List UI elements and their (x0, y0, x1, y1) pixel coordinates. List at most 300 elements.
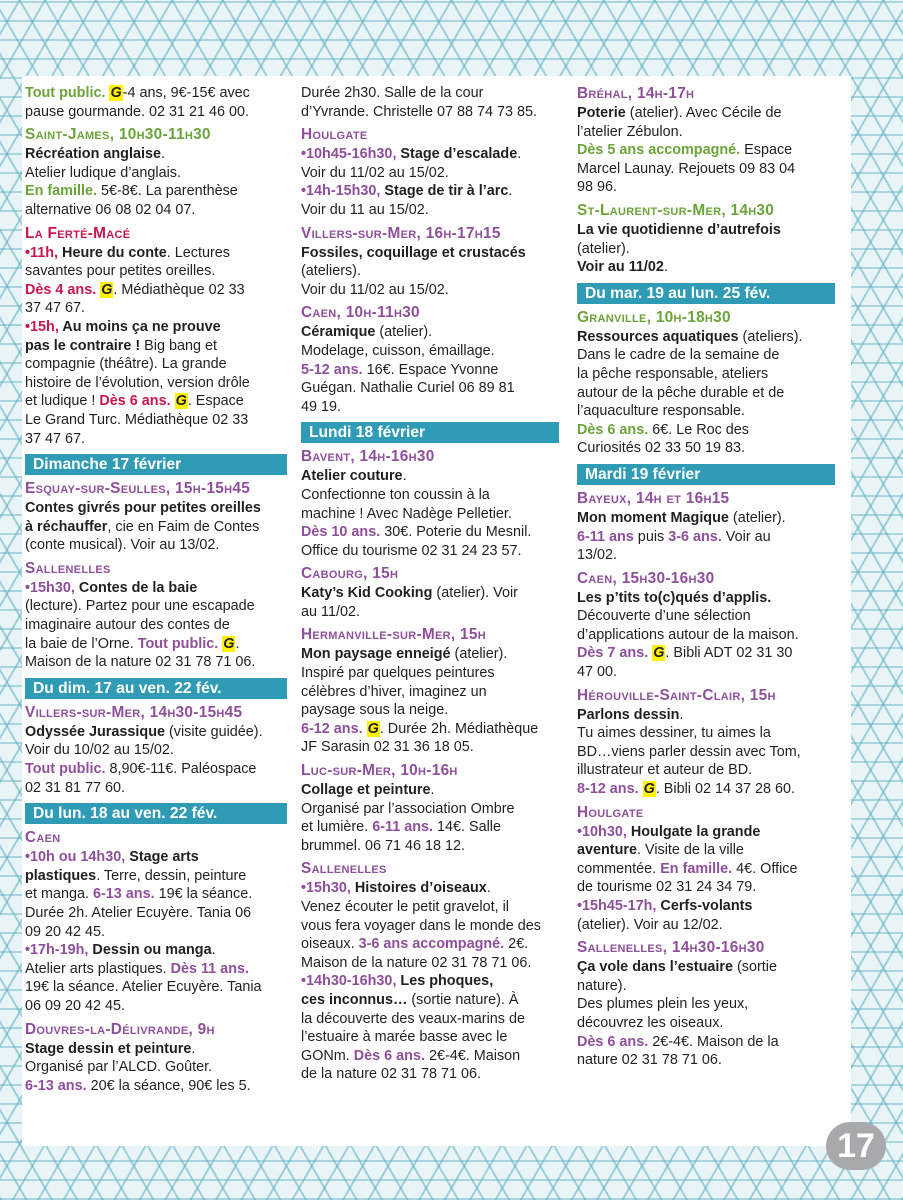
text-segment: Parlons dessin (577, 706, 680, 723)
text-segment: . (663, 259, 668, 276)
text-segment: Tout public. (137, 635, 223, 652)
text-line (577, 743, 835, 762)
place-heading: Esquay-sur-Seulles, 15h-15h45 (25, 480, 251, 498)
place-heading: Caen, 15h30-16h30 (577, 569, 715, 587)
text-line (301, 505, 559, 524)
text-segment: . (235, 635, 240, 652)
text-line (25, 145, 287, 164)
text-segment: 13/02. (577, 547, 618, 564)
text-line (25, 653, 287, 672)
text-segment: Stage d’escalade (396, 146, 518, 163)
text-segment: au 11/02. (301, 603, 360, 620)
text-segment: Katy’s Kid Cooking (301, 585, 433, 602)
text-segment: plastiques (25, 867, 97, 884)
text-segment: . (191, 1040, 196, 1057)
date-band: Mardi 19 février (577, 464, 835, 485)
text-line (577, 995, 835, 1014)
place-heading: Sallenelles (301, 860, 387, 878)
text-segment: Découverte d’une sélection (577, 608, 751, 625)
text-line (301, 972, 559, 991)
text-segment: 6€. Le Roc des (648, 421, 750, 438)
text-line (25, 299, 287, 318)
text-segment: Voir du 11 au 15/02. (301, 201, 429, 218)
column-3 (577, 84, 835, 1070)
text-segment: Mon moment Magique (577, 509, 729, 526)
place-heading: Bréhal, 14h-17h (577, 85, 695, 102)
text-line (25, 960, 287, 979)
place-heading: Bayeux, 14h et 16h15 (577, 489, 730, 507)
text-line (25, 182, 287, 201)
text-line (301, 1028, 559, 1047)
text-line (577, 860, 835, 879)
place-heading: Douvres-la-Délivrande, 9h (25, 1020, 215, 1038)
place-heading: Hérouville-Saint-Clair, 15h (577, 686, 776, 704)
text-segment: •10h ou 14h30, (25, 849, 126, 866)
text-segment: •15h30, (25, 579, 75, 596)
free-badge: G (367, 720, 379, 737)
place-heading: Caen (25, 829, 61, 847)
text-segment: Stage arts (125, 849, 199, 866)
text-segment: 16€. Espace Yvonne (362, 361, 499, 378)
text-segment: 2€-4€. Maison de la (648, 1033, 779, 1050)
text-segment: et ludique ! (25, 393, 100, 410)
text-segment: pause gourmande. 02 31 21 46 00. (25, 103, 250, 120)
text-segment: Organisé par l’ALCD. Goûter. (25, 1059, 213, 1076)
text-segment: -4 ans, 9€-15€ avec (122, 85, 250, 101)
text-segment: GONm. (301, 1047, 354, 1064)
text-segment: aventure (577, 842, 637, 859)
text-segment: de tourisme 02 31 24 34 79. (577, 879, 757, 896)
text-segment: . Durée 2h. Médiathèque (379, 720, 539, 737)
text-segment: (atelier). (375, 324, 433, 341)
text-segment: 09 20 42 45. (25, 923, 106, 940)
text-segment: , cie en Faim de Contes (107, 518, 260, 535)
text-segment: . (430, 782, 435, 799)
text-line (577, 402, 835, 421)
place-heading: La Ferté-Macé (25, 224, 131, 242)
text-segment: . (508, 183, 513, 200)
text-segment: . (211, 942, 216, 959)
place-heading: Granville, 10h-18h30 (577, 308, 731, 326)
text-segment: Dès 6 ans. (577, 1033, 649, 1050)
text-line (25, 411, 287, 430)
text-line (301, 584, 559, 603)
free-badge: G (223, 635, 235, 652)
text-segment: . Bibli 02 14 37 28 60. (655, 781, 796, 798)
text-line (577, 178, 835, 197)
text-segment: 6-11 ans (577, 528, 634, 545)
text-segment: . Visite de la ville (637, 842, 744, 859)
text-segment: la pêche responsable, ateliers (577, 365, 769, 382)
text-segment: 5-12 ans. (301, 361, 363, 378)
text-segment: Stage de tir à l’arc (380, 183, 509, 200)
text-line (25, 941, 287, 960)
text-segment: Voir du 11/02 au 15/02. (301, 164, 449, 181)
text-line (301, 898, 559, 917)
text-segment: l’atelier Zébulon. (577, 123, 683, 140)
text-segment: nature 02 31 78 71 06. (577, 1052, 722, 1069)
text-line (301, 103, 559, 122)
text-line (577, 706, 835, 725)
text-line (301, 398, 559, 417)
text-line (577, 141, 835, 160)
text-segment: Durée 2h. Atelier Ecuyère. Tania 06 (25, 905, 252, 921)
text-line (25, 374, 287, 393)
text-line (25, 579, 287, 598)
text-line (25, 1040, 287, 1059)
text-segment: l’aquaculture responsable. (577, 403, 746, 420)
text-line (25, 499, 287, 518)
text-segment: . Bibli ADT 02 31 30 (665, 645, 793, 662)
text-segment: (ateliers). (301, 263, 361, 280)
text-segment: Mon paysage enneigé (301, 646, 451, 663)
text-line (577, 1051, 835, 1070)
place-heading: Houlgate (301, 126, 368, 144)
text-segment: Confectionne ton coussin à la (301, 486, 490, 503)
text-segment: l’estuaire à marée basse avec le (301, 1029, 508, 1046)
text-segment: Collage et peinture (301, 782, 431, 799)
text-segment: Maison de la nature 02 31 78 71 06. (25, 654, 256, 671)
text-segment: . (517, 146, 522, 163)
text-segment: Odyssée Jurassique (25, 723, 165, 740)
text-line (577, 761, 835, 780)
date-band: Dimanche 17 février (25, 454, 287, 475)
text-line (577, 977, 835, 996)
text-segment: la découverte des veaux-marins de (301, 1010, 525, 1027)
text-line (25, 536, 287, 555)
text-segment: Big bang et (140, 337, 217, 354)
place-heading: Luc-sur-Mer, 10h-16h (301, 762, 458, 780)
text-segment: 8,90€-11€. Paléospace (105, 761, 257, 778)
text-line (577, 384, 835, 403)
text-line (577, 589, 835, 608)
text-segment: Office du tourisme 02 31 24 23 57. (301, 542, 522, 559)
text-segment: 6-12 ans. (301, 720, 367, 737)
free-badge: G (653, 645, 665, 662)
text-line (301, 1047, 559, 1066)
place-heading: Sallenelles (25, 559, 111, 577)
text-segment: •11h, (25, 244, 59, 261)
text-segment: Modelage, cuisson, émaillage. (301, 342, 495, 359)
text-segment: •15h, (25, 318, 59, 335)
text-segment: •10h30, (577, 823, 627, 840)
text-line (25, 337, 287, 356)
text-segment: 14€. Salle (433, 819, 502, 836)
column-1 (25, 84, 287, 1095)
text-line (577, 221, 835, 240)
text-segment: Dès 10 ans. (301, 524, 381, 541)
text-line (577, 780, 835, 799)
text-segment: Heure du conte (58, 244, 167, 261)
text-segment: Céramique (301, 324, 376, 341)
text-line (301, 542, 559, 561)
text-segment: Contes de la baie (74, 579, 198, 596)
text-segment: célèbres d’hiver, imaginez un (301, 683, 487, 700)
text-segment: •14h-15h30, (301, 183, 381, 200)
text-line (25, 848, 287, 867)
text-segment: 3-6 ans. (668, 528, 722, 545)
text-segment: . Médiathèque 02 33 (113, 281, 245, 298)
text-segment: autour de la pêche durable et de (577, 384, 785, 401)
text-line (25, 318, 287, 337)
text-segment: (atelier). (728, 509, 786, 526)
text-line (25, 281, 287, 300)
text-line (577, 1033, 835, 1052)
text-segment: Ça vole dans l’estuaire (577, 959, 733, 976)
text-segment: (atelier). Voir au 12/02. (577, 916, 723, 933)
text-line (577, 365, 835, 384)
text-line (301, 523, 559, 542)
text-line (301, 954, 559, 973)
text-line (301, 800, 559, 819)
text-segment: savantes pour petites oreilles. (25, 263, 216, 280)
place-heading: Bavent, 14h-16h30 (301, 448, 435, 466)
text-segment: d’Yvrande. Christelle 07 88 74 73 85. (301, 103, 538, 120)
text-segment: Curiosités 02 33 50 19 83. (577, 440, 746, 457)
text-line (577, 626, 835, 645)
text-segment: 2€. (504, 936, 529, 953)
text-line (25, 518, 287, 537)
text-segment: Dès 6 ans. (577, 421, 649, 438)
text-line (301, 1010, 559, 1029)
place-heading: Villers-sur-Mer, 14h30-15h45 (25, 703, 243, 721)
text-segment: Ressources aquatiques (577, 328, 739, 345)
text-line (25, 1077, 287, 1096)
text-segment: Dès 11 ans. (170, 960, 249, 977)
place-heading: St-Laurent-sur-Mer, 14h30 (577, 201, 775, 219)
text-segment: Stage dessin et peinture (25, 1040, 192, 1057)
text-line (301, 281, 559, 300)
text-line (25, 885, 287, 904)
text-line (25, 923, 287, 942)
text-segment: Poterie (577, 105, 626, 121)
text-segment: nature). (577, 977, 627, 994)
text-segment: Dès 5 ans accompagné. (577, 142, 741, 159)
text-segment: Des plumes plein les yeux, (577, 996, 749, 1013)
text-line (25, 597, 287, 616)
text-line (301, 1065, 559, 1084)
text-segment: (sortie nature). À (407, 991, 519, 1008)
text-line (301, 262, 559, 281)
text-line (25, 867, 287, 886)
text-segment: et lumière. (301, 819, 373, 836)
text-segment: (atelier). (450, 646, 508, 663)
text-line (301, 145, 559, 164)
text-segment: (lecture). Partez pour une escapade (25, 598, 255, 615)
text-line (301, 164, 559, 183)
text-line (577, 841, 835, 860)
text-line (25, 997, 287, 1016)
text-segment: Dans le cadre de la semaine de (577, 347, 780, 364)
text-line (577, 823, 835, 842)
text-segment: 8-12 ans. (577, 781, 643, 798)
text-segment: Les p’tits to(c)qués d’applis. (577, 589, 772, 606)
text-segment: Histoires d’oiseaux (350, 880, 487, 897)
text-line (301, 701, 559, 720)
free-badge: G (101, 281, 113, 298)
text-segment: de la nature 02 31 78 71 06. (301, 1066, 482, 1083)
text-line (301, 182, 559, 201)
text-segment: 06 09 20 42 45. (25, 997, 126, 1014)
place-heading: Sallenelles, 14h30-16h30 (577, 939, 765, 957)
text-segment: (atelier). Avec Cécile de (625, 105, 782, 121)
text-segment: Organisé par l’association Ombre (301, 800, 515, 817)
text-line (301, 323, 559, 342)
text-segment: 3-6 ans accompagné. (358, 936, 505, 953)
text-line (25, 1058, 287, 1077)
text-line (577, 1014, 835, 1033)
text-line (301, 361, 559, 380)
text-segment: 02 31 81 77 60. (25, 779, 126, 796)
text-segment: 37 47 67. (25, 300, 86, 317)
text-line (577, 546, 835, 565)
text-segment: 98 96. (577, 179, 618, 196)
text-segment: paysage sous la neige. (301, 702, 449, 719)
text-segment: Houlgate la grande (626, 823, 761, 840)
text-segment: Contes givrés pour petites oreilles (25, 500, 261, 517)
text-segment: . (486, 880, 491, 897)
column-2 (301, 84, 559, 1084)
date-band: Lundi 18 février (301, 422, 559, 443)
text-line (301, 837, 559, 856)
text-segment: •15h30, (301, 880, 351, 897)
text-segment: •14h30-16h30, (301, 973, 397, 990)
text-segment: oiseaux. (301, 936, 359, 953)
text-segment: 37 47 67. (25, 430, 86, 447)
date-band: Du lun. 18 au ven. 22 fév. (25, 803, 287, 824)
text-segment: . (160, 146, 165, 163)
text-line (577, 509, 835, 528)
text-segment: Dès 4 ans. (25, 281, 101, 298)
text-segment: d’applications autour de la maison. (577, 626, 799, 643)
text-segment: 6-13 ans. (25, 1077, 87, 1094)
text-line (301, 738, 559, 757)
place-heading: Houlgate (577, 803, 644, 821)
text-line (25, 103, 287, 122)
text-segment: puis (633, 528, 669, 545)
text-line (577, 644, 835, 663)
text-segment: 19€ la séance. Atelier Ecuyère. Tania (25, 979, 262, 996)
text-segment: •17h-19h, (25, 942, 89, 959)
text-segment: Venez écouter le petit gravelot, il (301, 899, 509, 915)
free-badge: G (175, 393, 187, 410)
date-band: Du dim. 17 au ven. 22 fév. (25, 678, 287, 699)
date-band: Du mar. 19 au lun. 25 fév. (577, 283, 835, 304)
text-segment: Au moins ça ne prouve (58, 318, 221, 335)
text-segment: BD…viens parler dessin avec Tom, (577, 743, 801, 760)
text-segment: Dès 6 ans. (99, 393, 175, 410)
text-segment: alternative 06 08 02 04 07. (25, 201, 196, 218)
text-line (25, 392, 287, 411)
place-heading: Caen, 10h-11h30 (301, 304, 420, 322)
text-segment: . (402, 468, 407, 485)
text-line (301, 244, 559, 263)
page-number: 17 (826, 1122, 886, 1170)
text-segment: (conte musical). Voir au 13/02. (25, 537, 220, 554)
text-line (577, 104, 835, 123)
text-line (577, 160, 835, 179)
place-heading: Villers-sur-Mer, 16h-17h15 (301, 224, 501, 242)
text-line (301, 917, 559, 936)
text-line (25, 84, 287, 103)
text-segment: Voir du 11/02 au 15/02. (301, 281, 449, 298)
text-line (301, 342, 559, 361)
text-line (301, 991, 559, 1010)
text-line (301, 720, 559, 739)
text-line (301, 664, 559, 683)
text-segment: pas le contraire ! (25, 337, 141, 354)
text-line (301, 379, 559, 398)
text-segment: Tout public. (25, 85, 110, 101)
text-line (301, 818, 559, 837)
text-segment: •15h45-17h, (577, 898, 657, 914)
text-segment: Les phoques, (396, 973, 494, 990)
text-line (25, 164, 287, 183)
text-segment: 6-13 ans. (93, 886, 155, 903)
text-line (301, 781, 559, 800)
text-segment: Durée 2h30. Salle de la cour (301, 85, 484, 101)
text-line (577, 916, 835, 935)
text-segment: Dès 6 ans. (353, 1047, 425, 1064)
text-line (301, 683, 559, 702)
text-segment: Récréation anglaise (25, 146, 161, 163)
text-segment: Atelier couture (301, 468, 403, 485)
text-segment: 30€. Poterie du Mesnil. (380, 524, 532, 541)
text-line (25, 355, 287, 374)
page-content (22, 76, 851, 1146)
text-segment: Dessin ou manga (88, 942, 212, 959)
text-line (577, 663, 835, 682)
text-line (25, 779, 287, 798)
text-segment: 4€. Office (732, 860, 798, 877)
text-segment: JF Sarasin 02 31 36 18 05. (301, 739, 474, 756)
text-line (301, 467, 559, 486)
text-line (301, 486, 559, 505)
text-line (25, 760, 287, 779)
free-badge: G (110, 85, 122, 101)
text-segment: En famille. (660, 860, 733, 877)
text-segment: découvrez les oiseaux. (577, 1014, 724, 1031)
text-segment: machine ! Avec Nadège Pelletier. (301, 505, 512, 522)
text-segment: . Espace (187, 393, 244, 410)
text-segment: la baie de l’Orne. (25, 635, 138, 652)
text-segment: Maison de la nature 02 31 78 71 06. (301, 954, 532, 971)
text-segment: brummel. 06 71 46 18 12. (301, 837, 465, 854)
text-line (25, 635, 287, 654)
text-segment: •10h45-16h30, (301, 146, 397, 163)
text-line (25, 904, 287, 923)
text-line (301, 879, 559, 898)
text-line (577, 123, 835, 142)
text-segment: illustrateur et auteur de BD. (577, 762, 753, 779)
text-line (25, 262, 287, 281)
text-segment: (ateliers). (738, 328, 803, 345)
text-segment: Voir du 10/02 au 15/02. (25, 742, 174, 759)
text-line (25, 616, 287, 635)
place-heading: Hermanville-sur-Mer, 15h (301, 626, 487, 644)
text-segment: commentée. (577, 860, 661, 877)
text-segment: (visite guidée). (165, 723, 263, 740)
text-line (577, 897, 835, 916)
text-segment: En famille. (25, 183, 97, 200)
text-line (25, 723, 287, 742)
text-segment: 49 19. (301, 398, 342, 415)
text-line (25, 978, 287, 997)
text-segment: Dès 7 ans. (577, 645, 653, 662)
text-segment: Cerfs-volants (656, 898, 753, 914)
text-line (577, 878, 835, 897)
text-segment: La vie quotidienne d’autrefois (577, 221, 781, 238)
